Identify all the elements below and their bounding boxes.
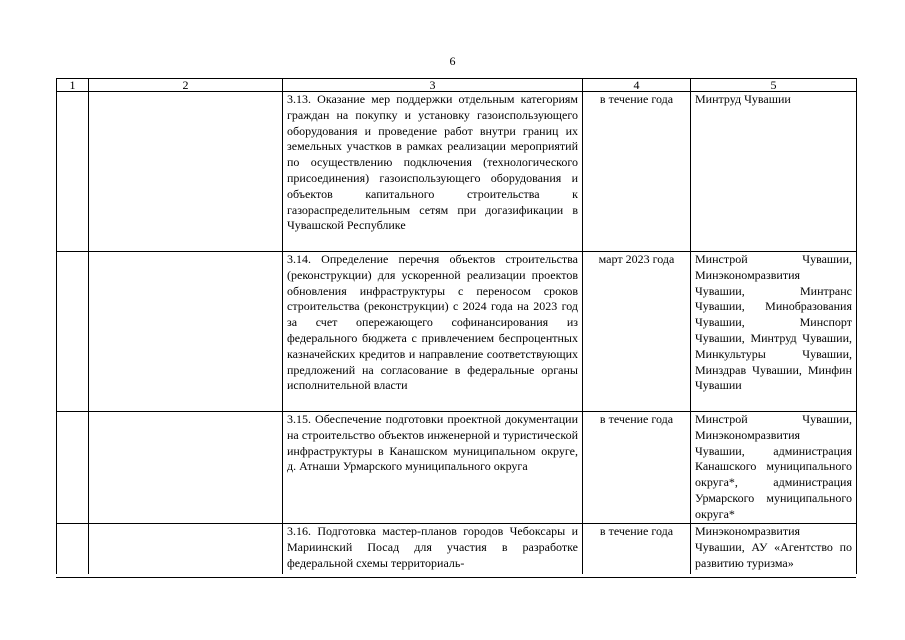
row-number-cell [57, 524, 89, 574]
measure-cell: 3.16. Подготовка мастер-планов городов Чебоксары и Мариинский Посад для участия в разработке федеральной схемы территориаль- [283, 524, 583, 574]
deadline-cell: март 2023 года [583, 252, 691, 412]
deadline-cell: в течение года [583, 92, 691, 252]
header-cell-4: 4 [583, 79, 691, 92]
deadline-cell: в течение года [583, 412, 691, 524]
executor-cell: Минэкономразвития Чувашии, АУ «Агентство по развитию туризма» [691, 524, 857, 574]
page-number: 6 [449, 54, 456, 68]
row-number-cell [57, 252, 89, 412]
direction-cell [89, 252, 283, 412]
executor-cell: Минстрой Чувашии, Минэкономразвития Чувашии, Минтранс Чувашии, Минобразования Чувашии, Минспорт Чувашии, Минтруд Чувашии, Минкультуры Чувашии, Минздрав Чувашии, Минфин Чувашии [691, 252, 857, 412]
table-row [57, 412, 857, 524]
direction-cell [89, 92, 283, 252]
row-number-cell [57, 92, 89, 252]
table-row [57, 252, 857, 412]
executor-cell: Минтруд Чувашии [691, 92, 857, 252]
header-cell-2: 2 [89, 79, 283, 92]
table-row [57, 92, 857, 252]
deadline-cell: в течение года [583, 524, 691, 574]
header-cell-5: 5 [691, 79, 857, 92]
measures-table [56, 78, 857, 574]
table-header-row [57, 79, 857, 92]
header-cell-1: 1 [57, 79, 89, 92]
table-row [57, 524, 857, 574]
direction-cell [89, 524, 283, 574]
row-number-cell [57, 412, 89, 524]
direction-cell [89, 412, 283, 524]
header-cell-3: 3 [283, 79, 583, 92]
measure-cell: 3.14. Определение перечня объектов строительства (реконструкции) для ускоренной реализации проектов обновления инфраструктуры с переносом сроков строительства (реконструкции) с 2024 года на 2023 год за счет опережающего софинансирования из федерального бюджета с привлечением беспроцентных казначейских кредитов и направление соответствующих предложений на согласование в федеральные органы исполнительной власти [283, 252, 583, 412]
measure-cell: 3.15. Обеспечение подготовки проектной документации на строительство объектов инженерной и туристической инфраструктуры в Канашском муниципальном округе, д. Атнаши Урмарского муниципального округа [283, 412, 583, 524]
table-bottom-border [56, 577, 856, 578]
executor-cell: Минстрой Чувашии, Минэкономразвития Чувашии, администрация Канашского муниципального округа*, администрация Урмарского муниципального округа* [691, 412, 857, 524]
measure-cell: 3.13. Оказание мер поддержки отдельным категориям граждан на покупку и установку газоиспользующего оборудования и проведение работ внутри границ их земельных участков в рамках реализации мероприятий по осуществлению подключения (технологического присоединения) газоиспользующего оборудования и объектов капитального строительства к газораспределительным сетям при догазификации в Чувашской Республике [283, 92, 583, 252]
